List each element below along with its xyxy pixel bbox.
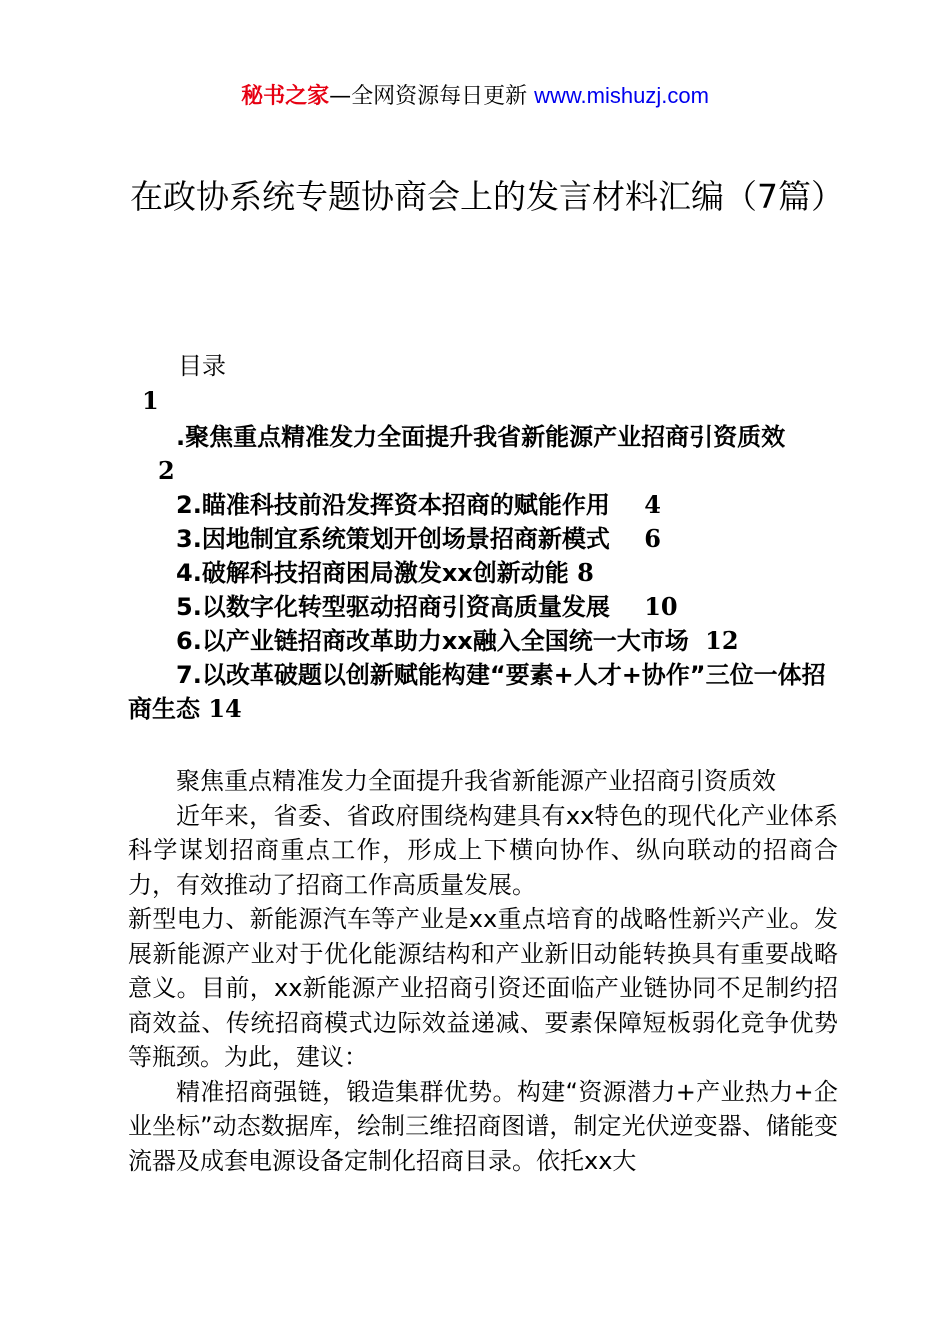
site-header [0, 80, 950, 113]
toc-item-6[interactable] [176, 624, 739, 658]
toc-item-text: 3.因地制宜系统策划开创场景招商新模式 [176, 525, 610, 553]
toc-item-page: 8 [577, 558, 594, 587]
toc-item-1[interactable] [176, 420, 785, 454]
toc-item-page: 4 [644, 490, 661, 519]
paragraph: 新型电力、新能源汽车等产业是xx重点培育的战略性新兴产业。发展新能源产业对于优化能源结构和产业新旧动能转换具有重要战略意义。目前，xx新能源产业招商引资还面临产业链协同不足制约招商效益、传统招商模式边际效益递减、要素保障短板弱化竞争优势等瓶颈。为此，建议： [128, 905, 838, 1071]
site-url[interactable]: www.mishuzj.com [534, 83, 709, 108]
toc-item-page: 12 [705, 626, 739, 655]
toc-item-text: 5.以数字化转型驱动招商引资高质量发展 [176, 593, 610, 621]
document-title: 在政协系统专题协商会上的发言材料汇编（7篇） [130, 177, 844, 216]
toc-item-7[interactable] [128, 658, 838, 726]
header-slogan: —全网资源每日更新 [329, 84, 535, 109]
toc-lead-number: 1 [142, 386, 159, 415]
toc-item-page: 6 [644, 524, 661, 553]
toc-item-text: .聚焦重点精准发力全面提升我省新能源产业招商引资质效 [176, 423, 786, 451]
toc-item-text: 4.破解科技招商困局激发xx创新动能 [176, 559, 569, 587]
toc-item-text: 6.以产业链招商改革助力xx融入全国统一大市场 [176, 627, 689, 655]
toc-item-1-page: 2 [158, 456, 175, 485]
document-body [128, 764, 838, 1178]
toc-item-text: 2.瞄准科技前沿发挥资本招商的赋能作用 [176, 491, 610, 519]
toc-item-4[interactable] [176, 556, 594, 590]
toc-item-page: 14 [208, 694, 242, 723]
toc-item-3[interactable] [176, 522, 661, 556]
toc-item-5[interactable] [176, 590, 678, 624]
toc-label: 目录 [178, 352, 226, 380]
paragraph: 近年来，省委、省政府围绕构建具有xx特色的现代化产业体系科学谋划招商重点工作，形成上下横向协作、纵向联动的招商合力，有效推动了招商工作高质量发展。 [128, 801, 838, 899]
toc-item-2[interactable] [176, 488, 661, 522]
paragraph: 精准招商强链，锻造集群优势。构建“资源潜力+产业热力+企业坐标”动态数据库，绘制三维招商图谱，制定光伏逆变器、储能变流器及成套电源设备定制化招商目录。依托xx大 [128, 1077, 838, 1175]
brand-name: 秘书之家 [241, 84, 330, 109]
toc-item-page: 10 [644, 592, 678, 621]
section-heading: 聚焦重点精准发力全面提升我省新能源产业招商引资质效 [176, 767, 776, 795]
toc-item-text: 7.以改革破题以创新赋能构建“要素+人才+协作”三位一体招商生态 [128, 661, 826, 723]
